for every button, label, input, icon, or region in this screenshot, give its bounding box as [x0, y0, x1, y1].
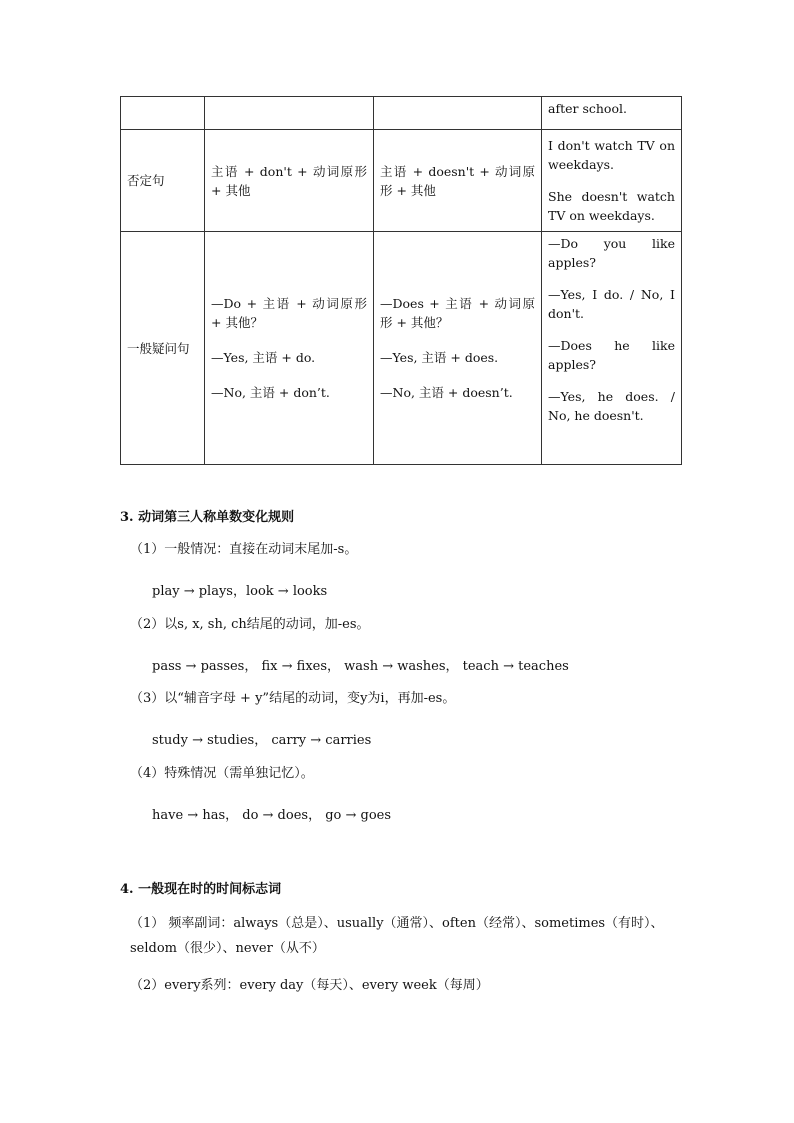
structure-text: —Does + 主语 + 动词原形 + 其他？	[380, 296, 535, 330]
structure-text: —Yes, 主语 + does.	[380, 350, 499, 365]
example-text: —Yes, he does. / No, he doesn't.	[548, 389, 675, 423]
structure-cell	[374, 130, 542, 232]
rule-text: （4）特殊情况（需单独记忆）。	[130, 766, 314, 781]
example-text: I don't watch TV on weekdays.	[548, 138, 675, 172]
example-text: —Does he like apples?	[548, 338, 675, 372]
marker-text: （1） 频率副词：always（总是）、usually（通常）、often（经常）、sometimes（有时）、seldom（很少）、never（从不）	[130, 916, 664, 956]
structure-text: —Do + 主语 + 动词原形 + 其他？	[211, 296, 367, 330]
rule-text: （1）一般情况：直接在动词末尾加-s。	[130, 542, 358, 557]
table-cell	[205, 97, 374, 130]
structure-text: 主语 + don't + 动词原形 + 其他	[211, 163, 367, 198]
marker-text: （2）every系列：every day（每天）、every week（每周）	[130, 978, 489, 993]
structure-text: —No, 主语 + don’t.	[211, 385, 330, 400]
row-label: 否定句	[121, 130, 205, 232]
table-cell	[121, 97, 205, 130]
rule-example: study → studies， carry → carries	[152, 733, 372, 748]
rule-text: （2）以s, x, sh, ch结尾的动词，加-es。	[130, 617, 370, 632]
table-row	[121, 130, 682, 232]
example-text: —Do you like apples?	[548, 236, 675, 270]
rule-text: （3）以“辅音字母 + y”结尾的动词，变y为i，再加-es。	[130, 691, 456, 706]
structure-text: 主语 + doesn't + 动词原形 + 其他	[380, 163, 535, 198]
rule-example: pass → passes， fix → fixes， wash → washes， teach → teaches	[152, 659, 569, 674]
example-text: She doesn't watch TV on weekdays.	[548, 189, 675, 223]
structure-text: —No, 主语 + doesn’t.	[380, 385, 513, 400]
example-text: after school.	[548, 101, 627, 116]
rule-example: have → has， do → does， go → goes	[152, 808, 392, 823]
table-row	[121, 232, 682, 465]
example-cell	[542, 97, 682, 130]
section-title: 4. 一般现在时的时间标志词	[120, 882, 282, 897]
table-row	[121, 97, 682, 130]
row-label: 一般疑问句	[121, 232, 205, 465]
structure-cell	[205, 130, 374, 232]
example-cell	[542, 232, 682, 465]
example-text: —Yes, I do. / No, I don't.	[548, 287, 675, 321]
structure-cell	[374, 232, 542, 465]
grammar-table	[120, 96, 682, 465]
structure-text: —Yes, 主语 + do.	[211, 350, 316, 365]
table-cell	[374, 97, 542, 130]
example-cell	[542, 130, 682, 232]
structure-cell	[205, 232, 374, 465]
section-title: 3. 动词第三人称单数变化规则	[120, 510, 295, 525]
rule-example: play → plays，look → looks	[152, 584, 328, 599]
